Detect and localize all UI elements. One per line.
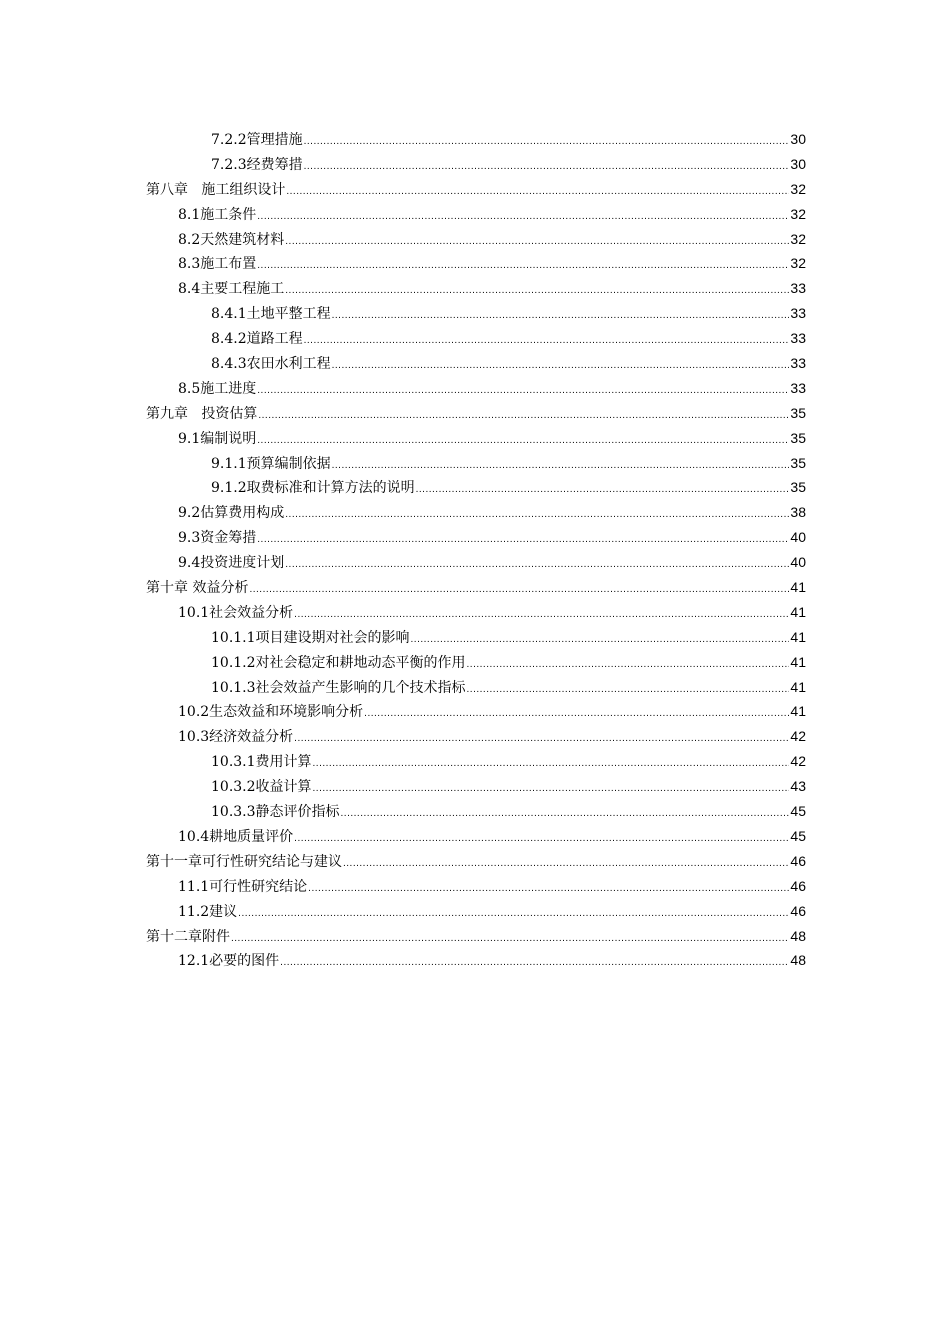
- toc-entry-label: 8.4.2道路工程: [211, 331, 303, 348]
- toc-entry-label: 9.1编制说明: [178, 430, 257, 447]
- toc-leader-dots: [313, 777, 790, 802]
- toc-entry[interactable]: [146, 177, 806, 202]
- toc-leader-dots: [285, 503, 789, 528]
- toc-leader-dots: [332, 454, 790, 479]
- table-of-contents: [146, 127, 806, 973]
- toc-entry-label: 8.2天然建筑材料: [178, 231, 285, 248]
- toc-entry-page: 41: [790, 628, 806, 645]
- toc-entry[interactable]: [146, 251, 806, 276]
- toc-entry[interactable]: [146, 824, 806, 849]
- toc-entry[interactable]: [146, 326, 806, 351]
- toc-entry-label: 10.1.2对社会稳定和耕地动态平衡的作用: [211, 654, 466, 671]
- toc-entry-page: 48: [790, 927, 806, 944]
- toc-leader-dots: [285, 230, 789, 255]
- toc-entry-page: 41: [790, 653, 806, 670]
- toc-entry-page: 45: [790, 827, 806, 844]
- toc-entry-label: 8.4.3农田水利工程: [211, 356, 331, 373]
- toc-entry-label: 11.1可行性研究结论: [178, 878, 308, 895]
- toc-entry[interactable]: [146, 575, 806, 600]
- toc-entry-page: 32: [790, 255, 806, 272]
- toc-leader-dots: [467, 678, 790, 703]
- toc-entry-page: 46: [790, 852, 806, 869]
- toc-entry[interactable]: [146, 525, 806, 550]
- toc-entry[interactable]: [146, 276, 806, 301]
- toc-entry[interactable]: [146, 699, 806, 724]
- toc-leader-dots: [416, 478, 790, 503]
- toc-entry[interactable]: [146, 426, 806, 451]
- toc-leader-dots: [249, 578, 789, 603]
- toc-entry-page: 35: [790, 479, 806, 496]
- toc-entry-label: 8.1施工条件: [178, 206, 257, 223]
- toc-entry-page: 42: [790, 728, 806, 745]
- toc-entry-label: 7.2.2管理措施: [211, 132, 303, 148]
- toc-entry[interactable]: [146, 749, 806, 774]
- toc-entry-label: 10.3经济效益分析: [178, 729, 294, 746]
- toc-leader-dots: [304, 130, 790, 155]
- toc-entry[interactable]: [146, 874, 806, 899]
- toc-entry-page: 40: [790, 554, 806, 571]
- toc-leader-dots: [257, 254, 789, 279]
- toc-leader-dots: [286, 180, 789, 205]
- toc-entry-page: 41: [790, 603, 806, 620]
- toc-entry-page: 35: [790, 404, 806, 421]
- toc-leader-dots: [341, 802, 790, 827]
- toc-leader-dots: [304, 155, 790, 180]
- toc-entry-label: 10.1社会效益分析: [178, 604, 294, 621]
- toc-entry[interactable]: [146, 550, 806, 575]
- toc-entry[interactable]: [146, 152, 806, 177]
- toc-entry[interactable]: [146, 227, 806, 252]
- toc-entry-page: 46: [790, 877, 806, 894]
- toc-entry-page: 33: [790, 379, 806, 396]
- toc-entry-page: 32: [790, 230, 806, 247]
- toc-entry-page: 33: [790, 280, 806, 297]
- toc-entry-page: 41: [790, 703, 806, 720]
- toc-leader-dots: [257, 379, 789, 404]
- toc-leader-dots: [285, 553, 789, 578]
- toc-entry-page: 32: [790, 205, 806, 222]
- toc-entry-label: 10.2生态效益和环境影响分析: [178, 704, 364, 721]
- toc-entry-label: 第九章 投资估算: [146, 405, 258, 422]
- toc-entry-page: 33: [790, 355, 806, 372]
- toc-entry-page: 48: [790, 952, 806, 969]
- toc-entry[interactable]: [146, 451, 806, 476]
- toc-leader-dots: [343, 852, 789, 877]
- toc-entry-label: 10.3.2收益计算: [211, 779, 312, 796]
- toc-leader-dots: [258, 404, 789, 429]
- toc-entry-label: 9.4投资进度计划: [178, 555, 285, 572]
- toc-entry-page: 41: [790, 678, 806, 695]
- toc-entry[interactable]: [146, 724, 806, 749]
- toc-entry-page: 46: [790, 902, 806, 919]
- toc-entry-label: 第十一章可行性研究结论与建议: [146, 853, 342, 870]
- toc-entry-label: 9.2估算费用构成: [178, 505, 285, 522]
- toc-entry[interactable]: [146, 475, 806, 500]
- toc-entry[interactable]: [146, 650, 806, 675]
- toc-leader-dots: [364, 702, 789, 727]
- toc-entry[interactable]: [146, 899, 806, 924]
- toc-entry-label: 7.2.3经费筹措: [211, 156, 303, 173]
- toc-entry[interactable]: [146, 202, 806, 227]
- toc-entry-label: 9.3资金筹措: [178, 530, 257, 547]
- toc-entry-label: 10.4耕地质量评价: [178, 828, 294, 845]
- toc-entry-page: 35: [790, 429, 806, 446]
- toc-entry-page: 43: [790, 778, 806, 795]
- toc-entry-label: 10.3.3静态评价指标: [211, 804, 340, 821]
- toc-entry-label: 8.3施工布置: [178, 256, 257, 273]
- toc-leader-dots: [294, 603, 789, 628]
- toc-leader-dots: [308, 877, 789, 902]
- toc-entry-label: 第十二章附件: [146, 928, 230, 945]
- toc-entry[interactable]: [146, 849, 806, 874]
- toc-entry-page: 42: [790, 753, 806, 770]
- toc-leader-dots: [332, 354, 790, 379]
- toc-leader-dots: [332, 304, 790, 329]
- toc-leader-dots: [238, 902, 789, 927]
- toc-entry-page: 40: [790, 529, 806, 546]
- toc-leader-dots: [231, 927, 789, 952]
- toc-entry-page: 30: [790, 155, 806, 172]
- toc-leader-dots: [280, 951, 789, 976]
- toc-entry-label: 11.2建议: [178, 903, 238, 920]
- toc-entry-page: 33: [790, 305, 806, 322]
- toc-entry[interactable]: [146, 948, 806, 973]
- toc-entry[interactable]: [146, 799, 806, 824]
- toc-entry-label: 第八章 施工组织设计: [146, 181, 286, 198]
- toc-entry[interactable]: [146, 924, 806, 949]
- toc-entry-page: 33: [790, 330, 806, 347]
- toc-entry-label: 第十章 效益分析: [146, 580, 249, 597]
- toc-leader-dots: [313, 752, 790, 777]
- toc-leader-dots: [294, 727, 789, 752]
- toc-entry-label: 10.3.1费用计算: [211, 754, 312, 771]
- toc-entry-page: 38: [790, 504, 806, 521]
- toc-leader-dots: [257, 528, 789, 553]
- toc-entry[interactable]: [146, 301, 806, 326]
- toc-entry-label: 10.1.1项目建设期对社会的影响: [211, 629, 410, 646]
- toc-entry[interactable]: [146, 351, 806, 376]
- toc-entry[interactable]: [146, 500, 806, 525]
- toc-entry-page: 45: [790, 803, 806, 820]
- toc-leader-dots: [257, 429, 789, 454]
- toc-entry-page: 32: [790, 180, 806, 197]
- toc-leader-dots: [467, 653, 790, 678]
- toc-entry[interactable]: [146, 127, 806, 152]
- toc-leader-dots: [304, 329, 790, 354]
- toc-entry-label: 8.4主要工程施工: [178, 281, 285, 298]
- toc-entry-page: 30: [790, 131, 806, 147]
- toc-entry[interactable]: [146, 600, 806, 625]
- toc-entry[interactable]: [146, 625, 806, 650]
- toc-entry[interactable]: [146, 774, 806, 799]
- toc-entry-page: 41: [790, 579, 806, 596]
- toc-entry-label: 9.1.1预算编制依据: [211, 455, 331, 472]
- toc-entry-label: 8.5施工进度: [178, 380, 257, 397]
- toc-entry-label: 8.4.1土地平整工程: [211, 306, 331, 323]
- toc-entry[interactable]: [146, 675, 806, 700]
- toc-entry-label: 9.1.2取费标准和计算方法的说明: [211, 480, 415, 497]
- toc-entry[interactable]: [146, 401, 806, 426]
- toc-leader-dots: [285, 279, 789, 304]
- toc-leader-dots: [411, 628, 790, 653]
- toc-entry-label: 10.1.3社会效益产生影响的几个技术指标: [211, 679, 466, 696]
- toc-entry-label: 12.1必要的图件: [178, 953, 280, 970]
- toc-entry-page: 35: [790, 454, 806, 471]
- toc-entry[interactable]: [146, 376, 806, 401]
- toc-leader-dots: [257, 205, 789, 230]
- toc-leader-dots: [294, 827, 789, 852]
